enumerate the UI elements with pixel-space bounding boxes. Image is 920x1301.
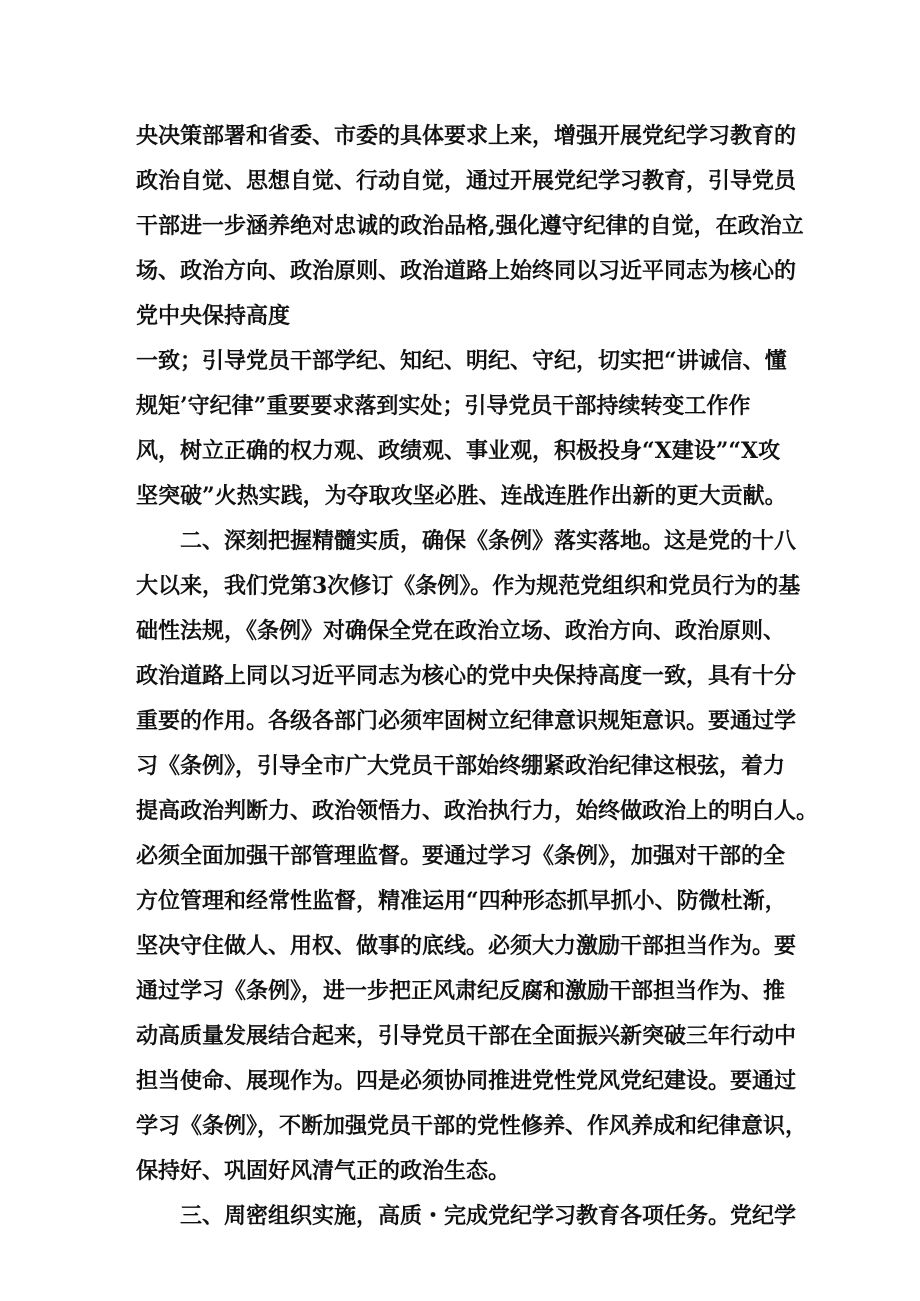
text-line: 党中央保持高度 <box>136 303 291 329</box>
text-line: 必须全面加强干部管理监督。要通过学习《条例》，加强对干部的全 <box>136 843 786 869</box>
text-line: 学习《条例》，不断加强党员干部的党性修养、作风养成和纪律意识， <box>136 1113 808 1139</box>
text-line: 干部进一步涵养绝对忠诚的政治品格,强化遵守纪律的自觉，在政治立 <box>136 213 804 239</box>
text-line: 三、周密组织实施，高质・完成党纪学习教育各项任务。党纪学 <box>136 1203 797 1229</box>
text-line: 政治自觉、思想自觉、行动自觉，通过开展党纪学习教育，引导党员 <box>136 168 797 194</box>
text-line: 坚突破”火热实践，为夺取攻坚必胜、连战连胜作出新的更大贡献。 <box>136 483 787 509</box>
text-line: 习《条例》，引导全市广大党员干部始终绷紧政治纪律这根弦，着力 <box>136 753 786 779</box>
text-line: 动高质量发展结合起来，引导党员干部在全面振兴新突破三年行动中 <box>136 1023 797 1049</box>
text-line: 大以来，我们党第3次修订《条例》。作为规范党组织和党员行为的基 <box>136 573 801 599</box>
text-line: 央决策部署和省委、市委的具体要求上来，增强开展党纪学习教育的 <box>136 123 797 149</box>
text-line: 提高政治判断力、政治领悟力、政治执行力，始终做政治上的明白人。 <box>136 798 819 824</box>
text-line: 重要的作用。各级各部门必须牢固树立纪律意识规矩意识。要通过学 <box>136 708 797 734</box>
text-line: 风，树立正确的权力观、政绩观、事业观，积极投身“X建设”“X攻 <box>136 438 781 464</box>
text-line: 二、深刻把握精髓实质，确保《条例》落实落地。这是党的十八 <box>136 528 797 554</box>
text-line: 方位管理和经常性监督，精准运用“四种形态抓早抓小、防微杜渐， <box>136 888 787 914</box>
text-line: 通过学习《条例》，进一步把正风肃纪反腐和激励干部担当作为、推 <box>136 978 786 1004</box>
text-line: 规矩’守纪律”重要要求落到实处；引导党员干部持续转变工作作 <box>136 393 751 419</box>
text-line: 担当使命、展现作为。四是必须协同推进党性党风党纪建设。要通过 <box>136 1068 797 1094</box>
text-line: 一致；引导党员干部学纪、知纪、明纪、守纪，切实把“讲诚信、懂 <box>136 348 787 374</box>
text-line: 保持好、巩固好风清气正的政治生态。 <box>136 1158 511 1184</box>
text-line: 场、政治方向、政治原则、政治道路上始终同以习近平同志为核心的 <box>136 258 797 284</box>
text-line: 础性法规，《条例》对确保全党在政治立场、政治方向、政治原则、 <box>136 618 786 644</box>
text-line: 坚决守住做人、用权、做事的底线。必须大力激励干部担当作为。要 <box>136 933 797 959</box>
document-body <box>136 117 819 1242</box>
text-line: 政治道路上同以习近平同志为核心的党中央保持高度一致，具有十分 <box>136 663 797 689</box>
